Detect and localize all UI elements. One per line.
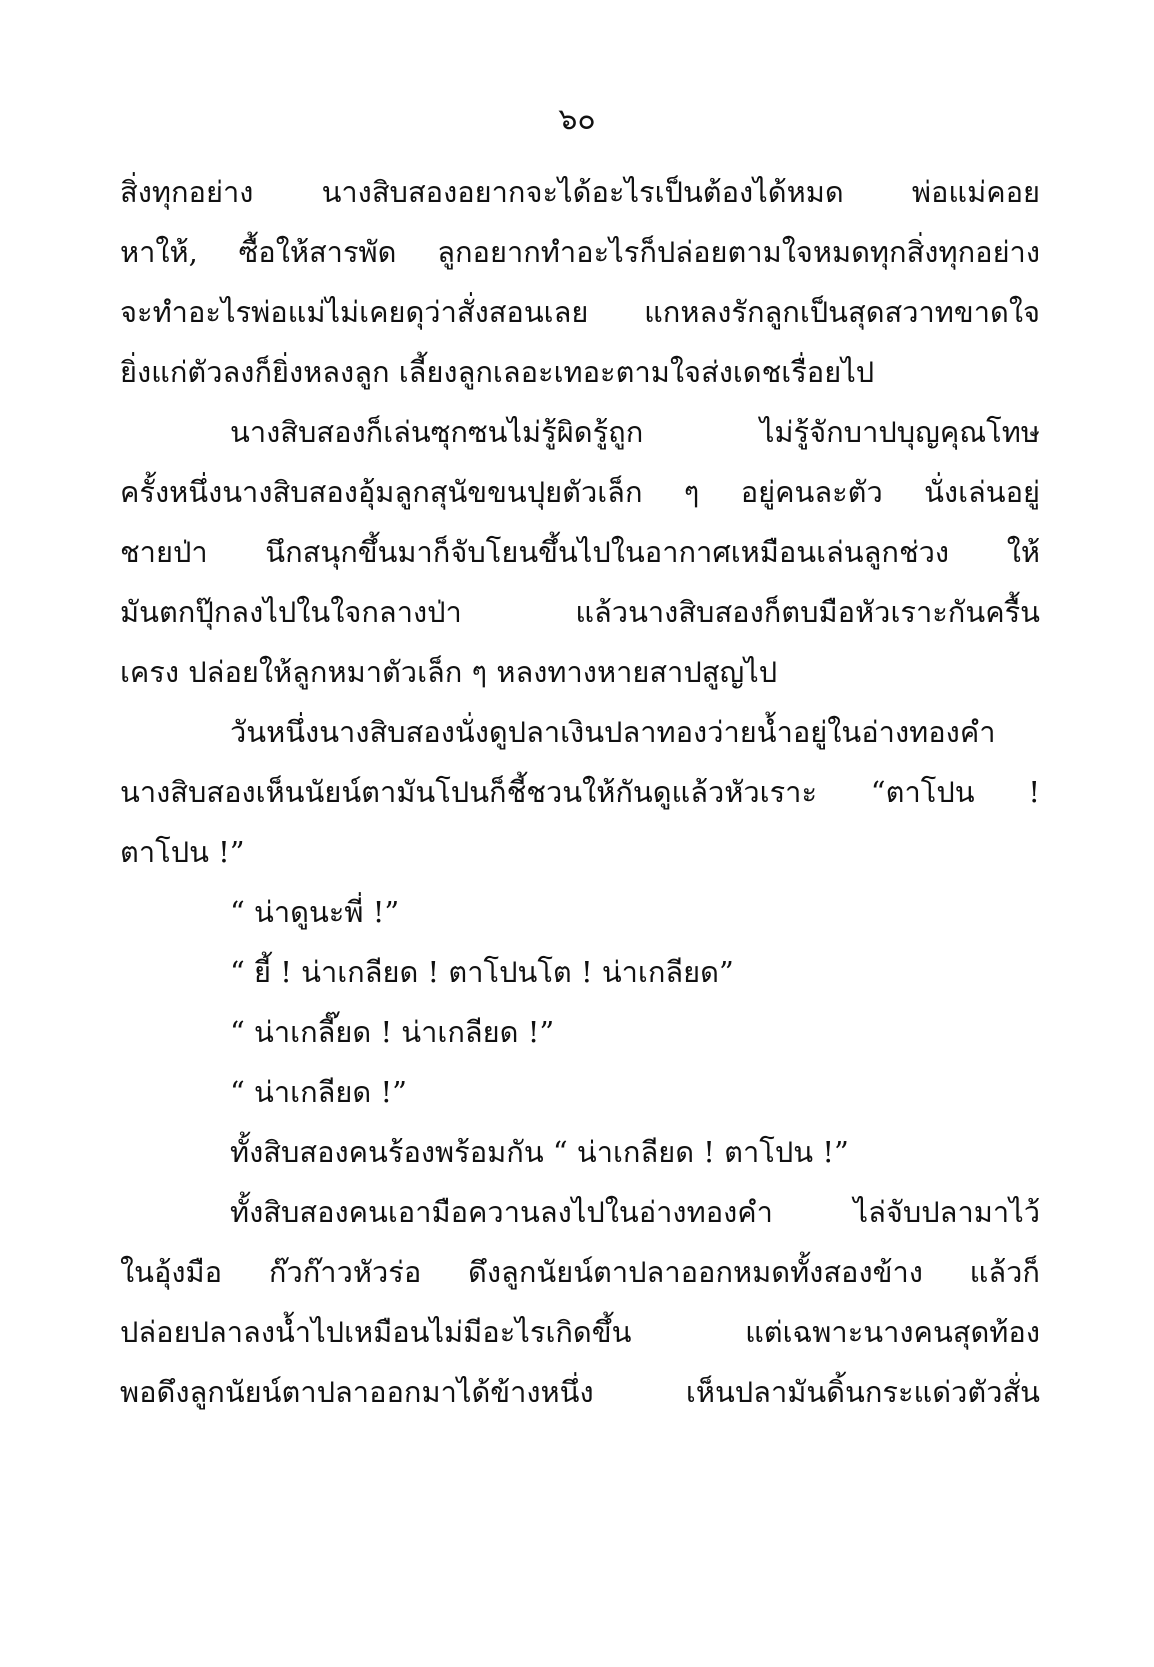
dialogue-line: “ น่าเกลี๊ยด ! น่าเกลียด !” [230,1015,555,1049]
page-body [120,162,1040,1422]
text-line: ปล่อยปลาลงน้ำไปเหมือนไม่มีอะไรเกิดขึ้น แต่เฉพาะนางคนสุดท้อง [120,1315,1040,1349]
text-line: สิ่งทุกอย่าง นางสิบสองอยากจะได้อะไรเป็นต้องได้หมด พ่อแม่คอย [120,175,1040,209]
text-line: พอดึงลูกนัยน์ตาปลาออกมาได้ข้างหนึ่ง เห็นปลามันดิ้นกระแด่วตัวสั่น [120,1375,1040,1409]
page-number: ๖๐ [558,102,596,137]
paragraph-first-line: ทั้งสิบสองคนเอามือควานลงไปในอ่างทองคำ ไล่จับปลามาไว้ [230,1195,1040,1229]
text-line: เครง ปล่อยให้ลูกหมาตัวเล็ก ๆ หลงทางหายสาปสูญไป [120,655,778,689]
text-line: ชายป่า นึกสนุกขึ้นมาก็จับโยนขึ้นไปในอากาศเหมือนเล่นลูกช่วง ให้ [120,535,1040,569]
text-line: หาให้, ซื้อให้สารพัด ลูกอยากทำอะไรก็ปล่อยตามใจหมดทุกสิ่งทุกอย่าง [120,235,1040,269]
dialogue-line: “ น่าดูนะพี่ !” [230,895,400,929]
dialogue-line: ทั้งสิบสองคนร้องพร้อมกัน “ น่าเกลียด ! ตาโปน !” [230,1135,849,1169]
text-line: มันตกปุ๊กลงไปในใจกลางป่า แล้วนางสิบสองก็ตบมือหัวเราะกันครื้น [120,595,1040,629]
text-line: ในอุ้งมือ ก๊วก๊าวหัวร่อ ดึงลูกนัยน์ตาปลาออกหมดทั้งสองข้าง แล้วก็ [120,1255,1040,1289]
text-line: ตาโปน !” [120,835,245,869]
text-line: จะทำอะไรพ่อแม่ไม่เคยดุว่าสั่งสอนเลย แกหลงรักลูกเป็นสุดสวาทขาดใจ [120,295,1040,329]
text-line: ยิ่งแก่ตัวลงก็ยิ่งหลงลูก เลี้ยงลูกเลอะเทอะตามใจส่งเดชเรื่อยไป [120,355,875,389]
text-line: ครั้งหนึ่งนางสิบสองอุ้มลูกสุนัขขนปุยตัวเล็ก ๆ อยู่คนละตัว นั่งเล่นอยู่ [120,475,1040,509]
text-line: นางสิบสองเห็นนัยน์ตามันโปนก็ชี้ชวนให้กันดูแล้วหัวเราะ “ตาโปน ! [120,775,1040,809]
dialogue-line: “ น่าเกลียด !” [230,1075,407,1109]
paragraph-first-line: วันหนึ่งนางสิบสองนั่งดูปลาเงินปลาทองว่ายน้ำอยู่ในอ่างทองคำ [230,715,996,749]
paragraph-first-line: นางสิบสองก็เล่นซุกซนไม่รู้ผิดรู้ถูก ไม่รู้จักบาปบุญคุณโทษ [230,415,1040,449]
dialogue-line: “ ยี้ ! น่าเกลียด ! ตาโปนโต ! น่าเกลียด” [230,955,734,989]
